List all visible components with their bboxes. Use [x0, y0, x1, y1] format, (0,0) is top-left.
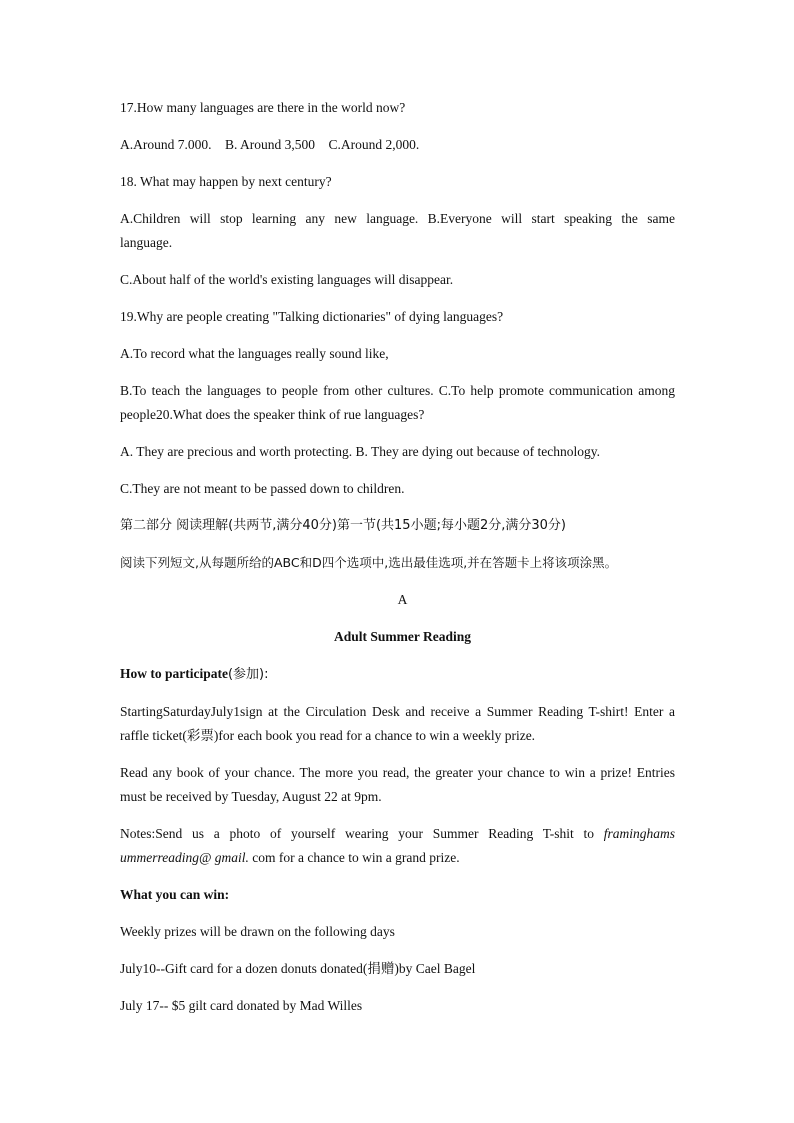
question-19-option-a: A.To record what the languages really sound like,: [120, 346, 389, 361]
section-2-instructions: 阅读下列短文,从每题所给的ABC和D四个选项中,选出最佳选项,并在答题卡上将该项涂黑。: [120, 555, 618, 570]
paragraph-2-line2: must be received by Tuesday, August 22 at 9pm.: [120, 789, 382, 804]
question-17: 17.How many languages are there in the world now?: [120, 100, 406, 115]
question-18-options-line1: A.Children will stop learning any new language. B.Everyone will start speaking the same: [120, 211, 675, 226]
question-20-options-ab: A. They are precious and worth protecting. B. They are dying out because of technology.: [120, 444, 600, 459]
notes-text-end: com for a chance to win a grand prize.: [248, 850, 460, 865]
passage-letter: A: [397, 592, 408, 607]
weekly-intro: Weekly prizes will be drawn on the following days: [120, 924, 395, 939]
question-20-option-c: C.They are not meant to be passed down to children.: [120, 481, 405, 496]
paragraph-2-line1: Read any book of your chance. The more you read, the greater your chance to win a prize! Entries: [120, 765, 675, 780]
win-heading: What you can win:: [120, 887, 230, 902]
participate-heading-label: How to participate: [120, 666, 228, 681]
notes-email-part1: framinghams: [603, 826, 676, 841]
paragraph-1-line1: StartingSaturdayJuly1sign at the Circulation Desk and receive a Summer Reading T-shirt! Enter a: [120, 704, 675, 719]
section-2-heading: 第二部分 阅读理解(共两节,满分40分)第一节(共15小题;每小题2分,满分30分): [120, 518, 566, 533]
document-body: [120, 96, 675, 1018]
notes-line2: [120, 846, 675, 870]
passage-title: Adult Summer Reading: [333, 629, 472, 644]
question-17-options: A.Around 7.000. B. Around 3,500 C.Around 2,000.: [120, 137, 420, 152]
question-18: 18. What may happen by next century?: [120, 174, 332, 189]
question-18-option-c: C.About half of the world's existing languages will disappear.: [120, 272, 454, 287]
question-19: 19.Why are people creating "Talking dictionaries" of dying languages?: [120, 309, 504, 324]
prize-july-17: July 17-- $5 gilt card donated by Mad Willes: [120, 998, 363, 1013]
participate-heading: [120, 662, 675, 687]
notes-text: Notes:Send us a photo of yourself wearing your Summer Reading T-shit to: [120, 826, 594, 841]
participate-heading-cn: (参加):: [227, 667, 269, 682]
notes-line1: [120, 822, 675, 846]
paragraph-1-line2: raffle ticket(彩票)for each book you read for a chance to win a weekly prize.: [120, 728, 536, 743]
notes-email-part2: ummerreading@ gmail.: [120, 850, 249, 865]
prize-july-10: July10--Gift card for a dozen donuts donated(捐赠)by Cael Bagel: [120, 961, 476, 976]
question-18-options-line2: language.: [120, 235, 173, 250]
question-19-options-line2: people20.What does the speaker think of rue languages?: [120, 407, 425, 422]
question-19-options-line1: B.To teach the languages to people from other cultures. C.To help promote communication among: [120, 383, 675, 398]
